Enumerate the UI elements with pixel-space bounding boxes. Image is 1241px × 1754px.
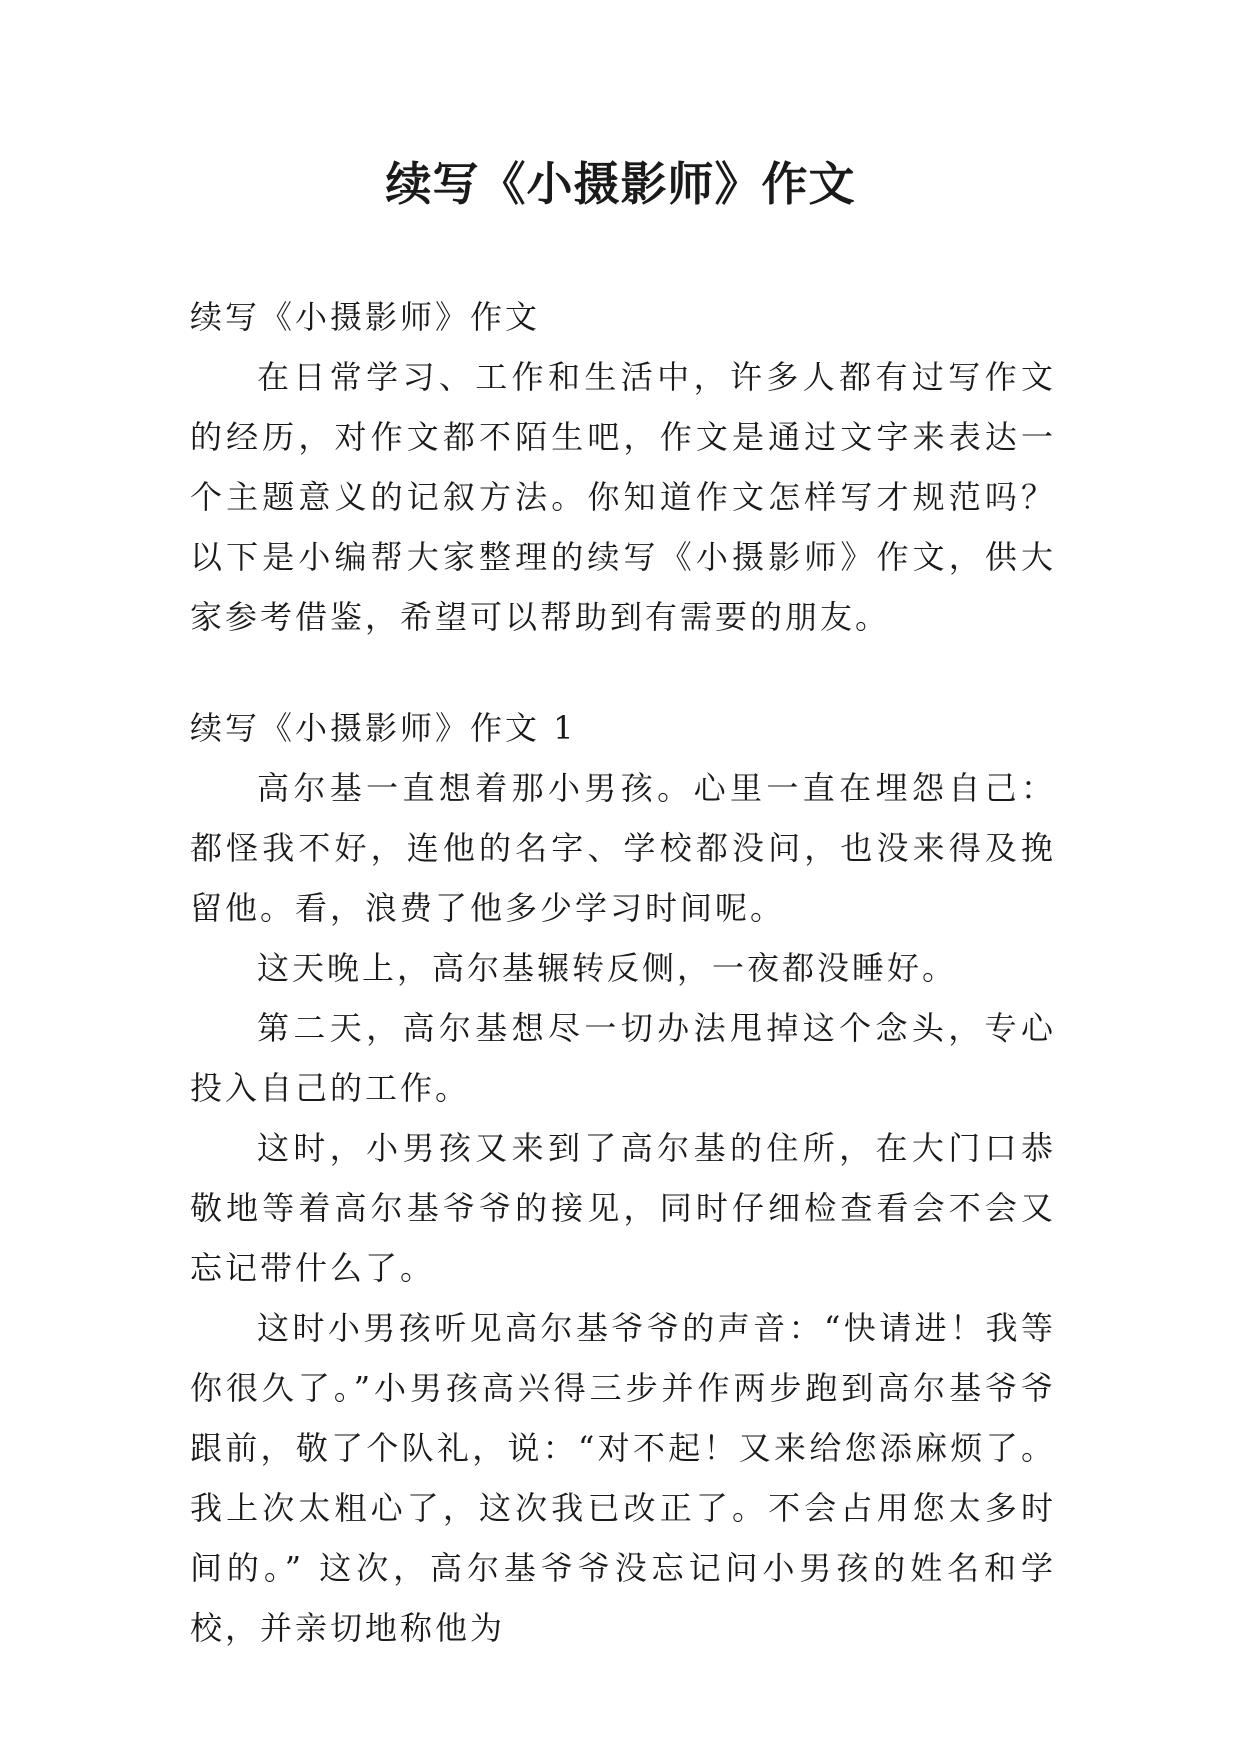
intro-section (190, 287, 1056, 647)
essay-1-paragraph: 第二天，高尔基想尽一切办法甩掉这个念头，专心投入自己的工作。 (190, 1009, 1056, 1107)
document-title: 续写《小摄影师》作文 (385, 157, 856, 211)
intro-heading: 续写《小摄影师》作文 (190, 298, 541, 336)
essay-1-section (190, 698, 1056, 1658)
essay-1-paragraph: 这时小男孩听见高尔基爷爷的声音：“快请进！我等你很久了。”小男孩高兴得三步并作两步跑到高尔基爷爷跟前，敬了个队礼，说：“对不起！又来给您添麻烦了。我上次太粗心了，这次我已改正了。不会占用您太多时间的。” 这次，高尔基爷爷没忘记问小男孩的姓名和学校，并亲切地称他为 (190, 1309, 1056, 1647)
essay-1-paragraph: 这天晚上，高尔基辗转反侧，一夜都没睡好。 (257, 949, 958, 987)
intro-paragraph: 在日常学习、工作和生活中，许多人都有过写作文的经历，对作文都不陌生吧，作文是通过文字来表达一个主题意义的记叙方法。你知道作文怎样写才规范吗？以下是小编帮大家整理的续写《小摄影师》作文，供大家参考借鉴，希望可以帮助到有需要的朋友。 (190, 358, 1056, 636)
essay-1-paragraph: 高尔基一直想着那小男孩。心里一直在埋怨自己：都怪我不好，连他的名字、学校都没问，也没来得及挽留他。看，浪费了他多少学习时间呢。 (190, 769, 1056, 927)
essay-1-paragraph: 这时，小男孩又来到了高尔基的住所，在大门口恭敬地等着高尔基爷爷的接见，同时仔细检查看会不会又忘记带什么了。 (190, 1129, 1056, 1287)
essay-1-heading: 续写《小摄影师》作文 1 (190, 709, 577, 747)
